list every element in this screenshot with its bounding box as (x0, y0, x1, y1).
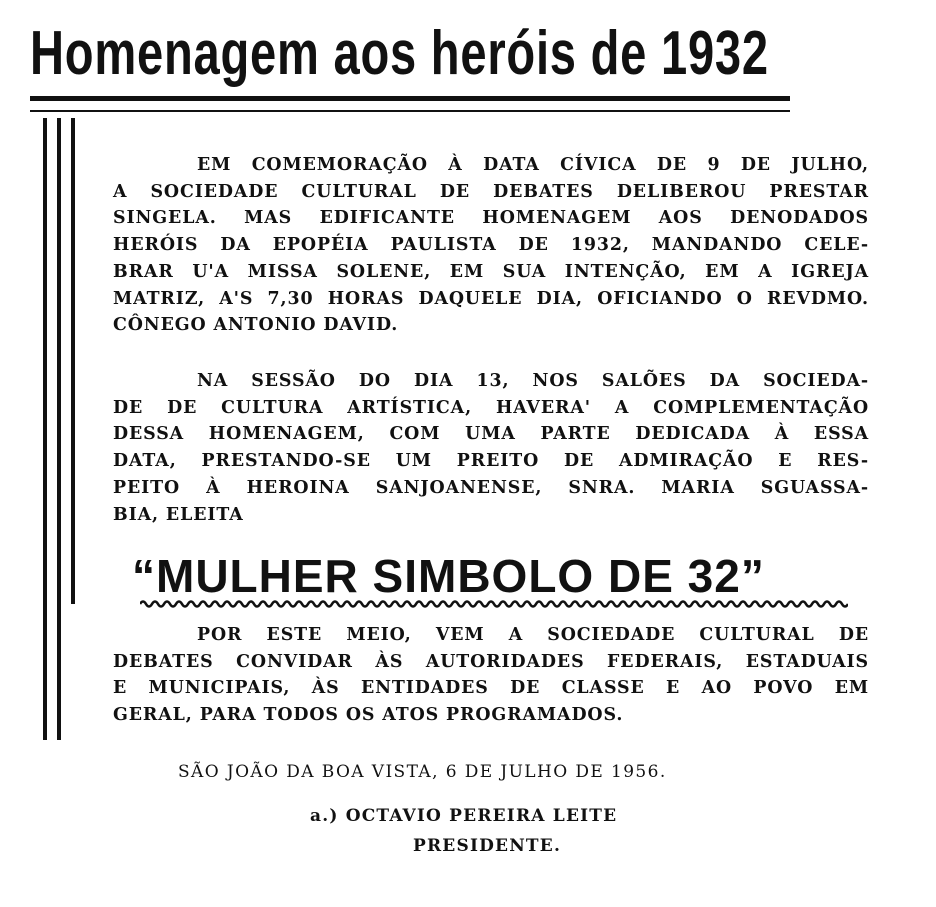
paragraph-1-line: MATRIZ, A'S 7,30 HORAS DAQUELE DIA, OFICIANDO O REVDMO. (113, 288, 869, 309)
signature-name: a.) OCTAVIO PEREIRA LEITE (310, 806, 618, 826)
paragraph-2-line: DATA, PRESTANDO-SE UM PREITO DE ADMIRAÇÃO E RES- (113, 451, 869, 472)
wavy-underline (140, 598, 848, 610)
paragraph-1-line: CÔNEGO ANTONIO DAVID. (113, 315, 399, 336)
headline-rule-thin (30, 110, 790, 112)
paragraph-2-line: NA SESSÃO DO DIA 13, NOS SALÕES DA SOCIEDA- (197, 371, 869, 391)
banner-title: “MULHER SIMBOLO DE 32” (132, 550, 765, 602)
paragraph-2-line: PEITO À HEROINA SANJOANENSE, SNRA. MARIA SGUASSA- (113, 477, 869, 498)
paragraph-2-line: DE DE CULTURA ARTÍSTICA, HAVERA' A COMPLEMENTAÇÃO (113, 397, 869, 418)
signature-title: PRESIDENTE. (413, 836, 562, 856)
vertical-rule-1 (43, 118, 47, 740)
paragraph-1-line: HERÓIS DA EPOPÉIA PAULISTA DE 1932, MANDANDO CELE- (113, 235, 869, 256)
paragraph-2 (113, 368, 869, 528)
paragraph-3-line: GERAL, PARA TODOS OS ATOS PROGRAMADOS. (113, 705, 624, 726)
paragraph-1-line: BRAR U'A MISSA SOLENE, EM SUA INTENÇÃO, EM A IGREJA (113, 261, 869, 282)
paragraph-2-line: DESSA HOMENAGEM, COM UMA PARTE DEDICADA À ESSA (113, 424, 869, 445)
paragraph-3-line: E MUNICIPAIS, ÀS ENTIDADES DE CLASSE E AO POVO EM (113, 678, 869, 699)
wavy-underline-path (140, 602, 848, 607)
paragraph-2-line: BIA, ELEITA (113, 504, 244, 525)
paragraph-1 (113, 152, 869, 339)
headline: Homenagem aos heróis de 1932 (30, 19, 769, 88)
place-date: SÃO JOÃO DA BOA VISTA, 6 DE JULHO DE 1956. (178, 762, 667, 782)
paragraph-1-line: SINGELA. MAS EDIFICANTE HOMENAGEM AOS DENODADOS (113, 208, 869, 229)
vertical-rule-2 (57, 118, 61, 740)
paragraph-1-line: A SOCIEDADE CULTURAL DE DEBATES DELIBEROU PRESTAR (113, 181, 869, 202)
paragraph-3-line: DEBATES CONVIDAR ÀS AUTORIDADES FEDERAIS, ESTADUAIS (113, 651, 869, 672)
paragraph-1-line: EM COMEMORAÇÃO À DATA CÍVICA DE 9 DE JULHO, (197, 155, 869, 175)
vertical-rule-3 (71, 118, 75, 604)
headline-rule-thick (30, 96, 790, 101)
paragraph-3-line: POR ESTE MEIO, VEM A SOCIEDADE CULTURAL DE (197, 625, 869, 645)
paragraph-3 (113, 622, 869, 729)
